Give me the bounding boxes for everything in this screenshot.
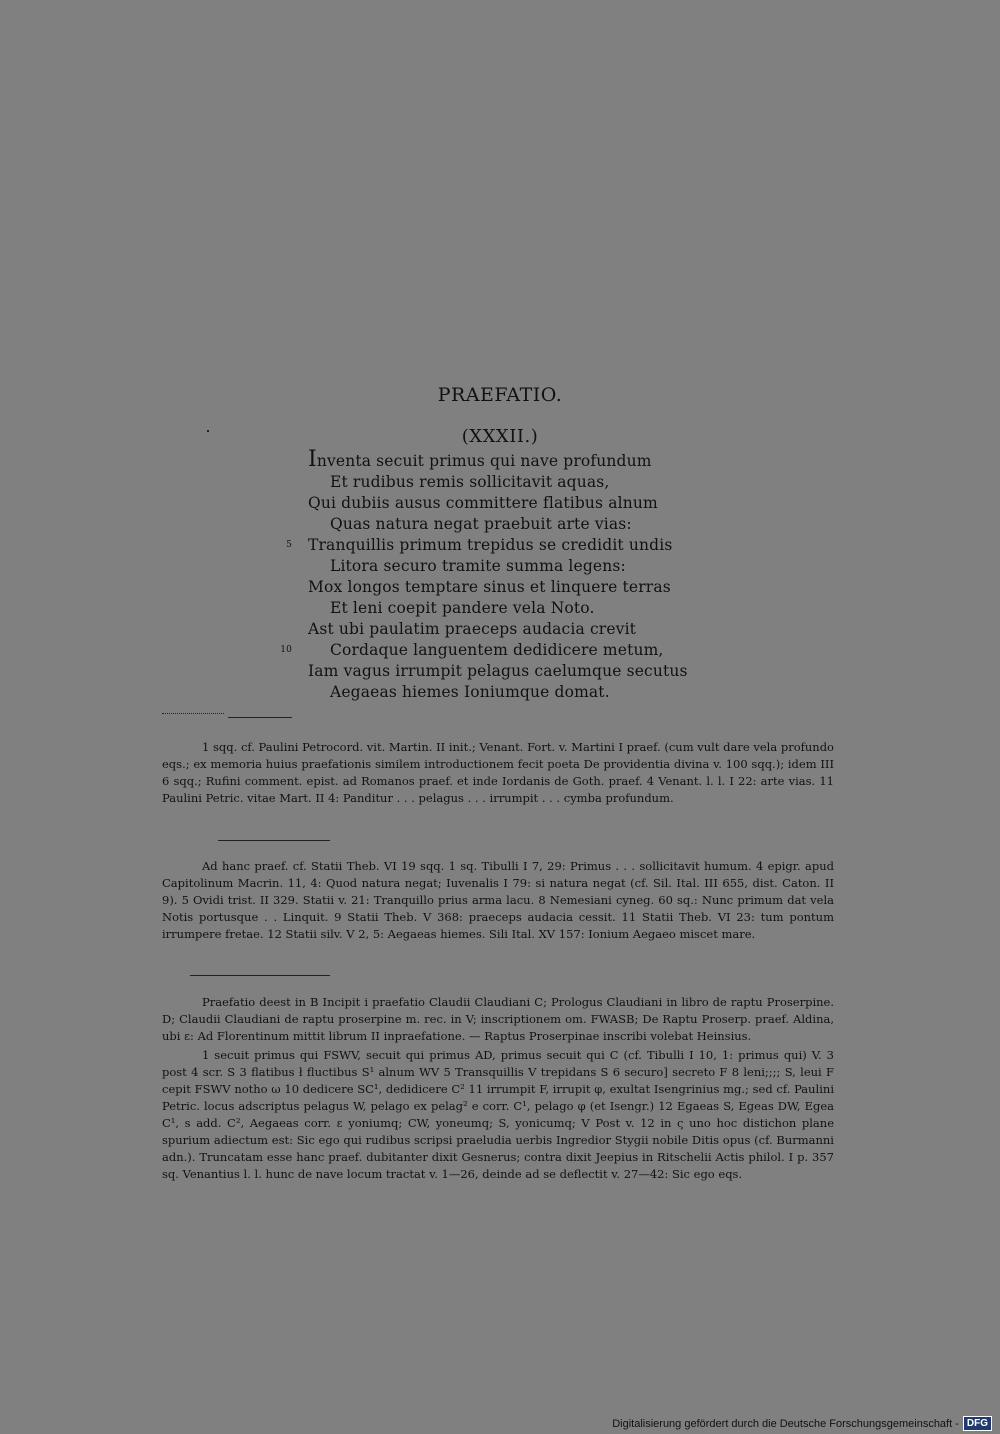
verse-text: Quas natura negat praebuit arte vias: — [330, 515, 632, 533]
poem-number: (XXXII.) — [461, 426, 539, 447]
verse-text: Mox longos temptare sinus et linquere terras — [308, 578, 671, 596]
poem — [280, 447, 728, 703]
separator-rule-2 — [218, 840, 330, 841]
verse-line — [308, 472, 728, 493]
verse-text: Et leni coepit pandere vela Noto. — [330, 599, 595, 617]
margin-tick-mark — [207, 430, 209, 432]
dfg-logo: DFG — [963, 1416, 992, 1431]
verse-text: Et rudibus remis sollicitavit aquas, — [330, 473, 610, 491]
line-number: 5 — [286, 540, 292, 550]
apparatus-note-2 — [162, 858, 834, 943]
separator-rule-3 — [190, 975, 330, 976]
verse-text: Aegaeas hiemes Ioniumque domat. — [330, 683, 610, 701]
verse-text: Litora securo tramite summa legens: — [330, 557, 626, 575]
apparatus-note-3b-text: 1 secuit primus qui FSWV, secuit qui primus AD, primus secuit qui C (cf. Tibulli I 10, 1: primus qui) V. 3 post 4 scr. S 3 flatibus ł fluctibus S¹ alnum WV 5 Transquillis V trepidans S 6 securo] secreto F 8 leni;;;; S, leui F cepit FSWV notho ω 10 dedicere SC¹, dedidicere C² 11 irrumpit F, irrupit φ, exultat Isengrinius mg.; sed cf. Paulini Petric. locus adscriptus pelagus W, pelago ex pelag² e corr. C¹, pelago φ (et Isengr.) 12 Egaeas S, Egeas DW, Egea C¹, s add. C², Aegaeas corr. ε yoniumq; CW, yoneumq; S, yonicumq; V Post v. 12 in ς uno hoc distichon plane spurium adiectum est: Sic ego qui rudibus scripsi praeludia uerbis Ingredior Stygii nobile Ditis opus (cf. Burmanni adn.). Truncatam esse hanc praef. dubitanter dixit Gesnerus; contra dixit Jeepius in Ritschelii Actis philol. I p. 357 sq. Venantius l. l. hunc de nave locum tractat v. 1—26, deinde ad se deflectit v. 27—42: Sic ego eqs. — [162, 1048, 834, 1181]
apparatus-note-3a-text: Praefatio deest in B Incipit i praefatio Claudii Claudiani C; Prologus Claudiani in libro de raptu Proserpine. D; Claudii Claudiani de raptu proserpine m. rec. in V; inscriptionem om. FWASB; De Raptu Proserp. praef. Aldina, ubi ε: Ad Florentinum mittit librum II inpraefatione. — Raptus Proserpinae inscribi volebat Heinsius. — [162, 995, 834, 1043]
line-number: 10 — [280, 645, 292, 655]
verse-line — [308, 577, 728, 598]
verse-line — [308, 514, 728, 535]
page-title: PRAEFATIO. — [437, 384, 563, 406]
footer-text: Digitalisierung gefördert durch die Deutsche Forschungsgemeinschaft - — [612, 1417, 959, 1430]
verse-line — [280, 640, 728, 661]
verse-line — [286, 535, 728, 556]
apparatus-note-2-text: Ad hanc praef. cf. Statii Theb. VI 19 sqq. 1 sq. Tibulli I 7, 29: Primus . . . sollicitavit humum. 4 epigr. apud Capitolinum Macrin. 11, 4: Quod natura negat; Iuvenalis I 79: si natura negat (cf. Sil. Ital. III 655, dist. Caton. II 9). 5 Ovidi trist. II 329. Statii v. 21: Tranquillo prius arma lacu. 8 Nemesiani cyneg. 60 sq.: Nunc primum dat vela Notis portusque . . Linquit. 9 Statii Theb. V 368: praeceps audacia cessit. 11 Statii Theb. VI 23: tum pontum irrumpere fretae. 12 Statii silv. V 2, 5: Aegaeas hiemes. Sili Ital. XV 157: Ionium Aegaeo miscet mare. — [162, 859, 834, 941]
initial-letter: I — [308, 447, 317, 472]
verse-line — [308, 682, 728, 703]
apparatus-note-1 — [162, 739, 834, 807]
verse-text: Cordaque languentem dedidicere metum, — [330, 641, 664, 659]
verse-text: Tranquillis primum trepidus se credidit undis — [308, 536, 673, 554]
footer — [612, 1416, 992, 1431]
apparatus-note-3 — [162, 994, 834, 1183]
separator-rule-1 — [228, 717, 292, 718]
verse-line — [308, 556, 728, 577]
verse-text: Ast ubi paulatim praeceps audacia crevit — [308, 620, 637, 638]
verse-line — [308, 447, 728, 472]
verse-text: Iam vagus irrumpit pelagus caelumque secutus — [308, 662, 688, 680]
verse-line — [308, 598, 728, 619]
verse-line — [308, 493, 728, 514]
verse-line — [308, 619, 728, 640]
apparatus-note-1-text: 1 sqq. cf. Paulini Petrocord. vit. Martin. II init.; Venant. Fort. v. Martini I praef. (cum vult dare vela profundo eqs.; ex memoria huius praefationis similem introductionem fecit poeta De providentia divina v. 100 sqq.); idem III 6 sqq.; Rufini comment. epist. ad Romanos praef. et inde Iordanis de Goth. praef. 4 Venant. l. l. I 22: arte vias. 11 Paulini Petric. vitae Mart. II 4: Panditur . . . pelagus . . . irrumpit . . . cymba profundum. — [162, 740, 834, 805]
verse-text: nventa secuit primus qui nave profundum — [316, 452, 652, 470]
dotted-separator — [162, 713, 224, 715]
verse-text: Qui dubiis ausus committere flatibus alnum — [308, 494, 658, 512]
verse-line — [308, 661, 728, 682]
